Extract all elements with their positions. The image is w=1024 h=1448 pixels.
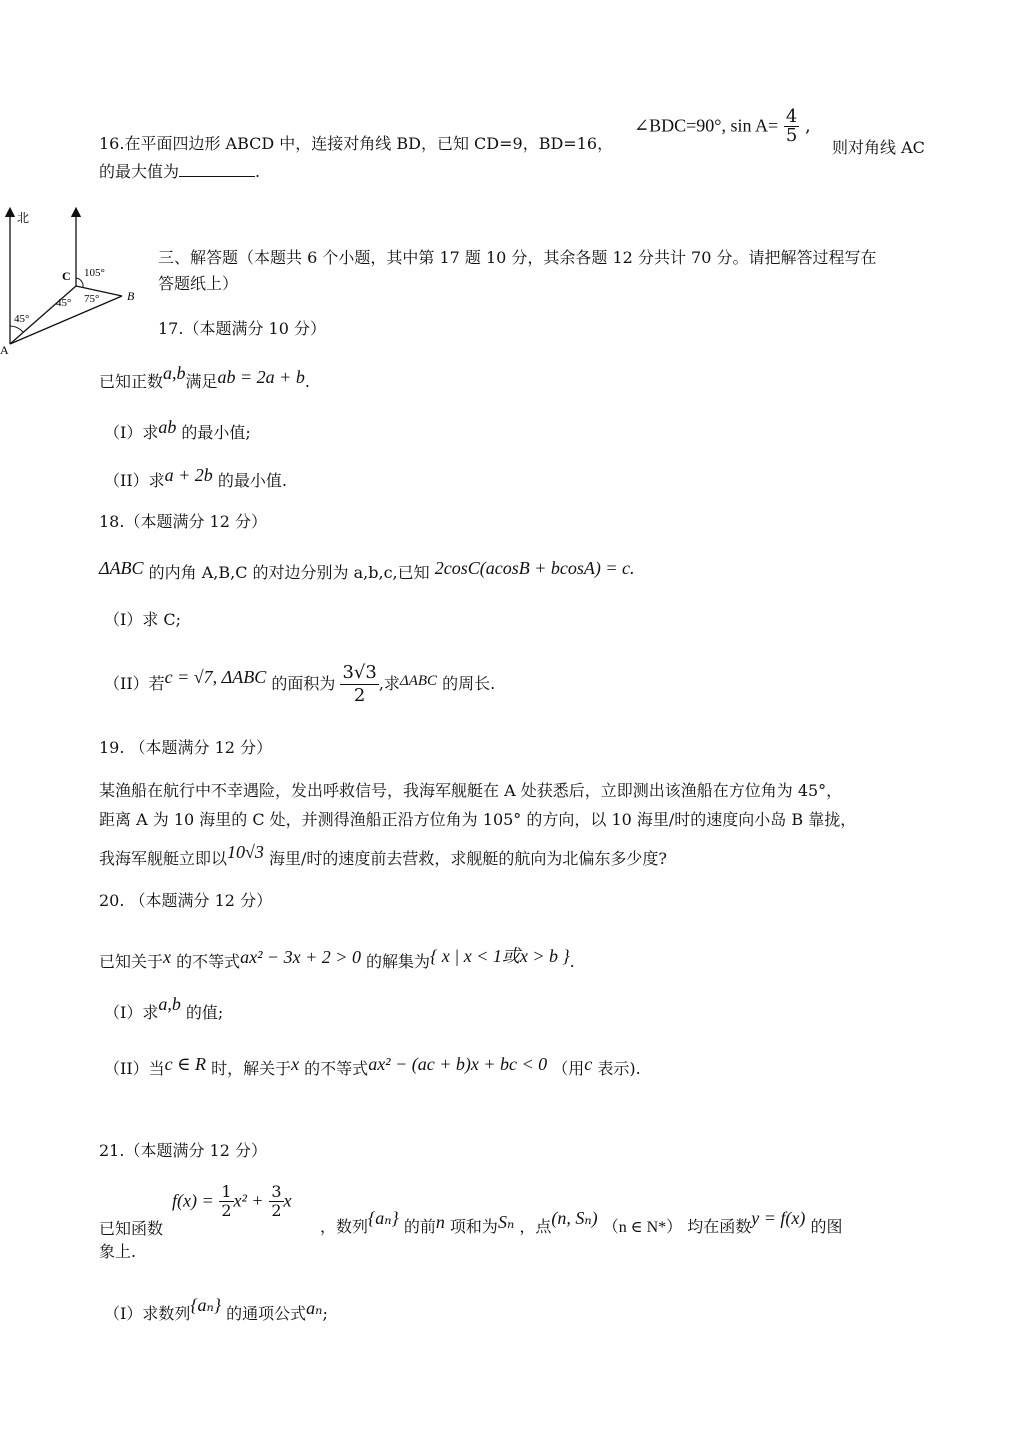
q21-function-def xyxy=(172,1183,292,1220)
q21-stem-rest xyxy=(320,1208,843,1238)
q21-stem-text-g: 的图 xyxy=(810,1217,843,1236)
q16-answer-blank xyxy=(179,162,255,177)
q21-frac-1 xyxy=(219,1183,233,1220)
q16-prefix: 16.在平面四边形 ABCD 中，连接对角线 BD，已知 CD=9，BD=16， xyxy=(99,134,614,153)
q21-p1-end: ; xyxy=(322,1304,328,1323)
q19-line3-math: 10√3 xyxy=(227,842,264,862)
q18-stem-text: 的内角 A,B,C 的对边分别为 a,b,c,已知 xyxy=(148,563,430,582)
north-label: 北 xyxy=(17,211,30,225)
section3-line2: 答题纸上） xyxy=(158,274,239,293)
q20-p2-text-b: 时，解关于 xyxy=(211,1059,292,1078)
angle-45-c: 45° xyxy=(56,297,72,309)
q19-line2: 距离 A 为 10 海里的 C 处，并测得渔船正沿方位角为 105° 的方向，以 10 海里/时的速度向小岛 B 靠拢， xyxy=(99,810,857,829)
q21-stem-text-b: ，数列 xyxy=(320,1217,369,1236)
q18-stem xyxy=(99,558,635,583)
q20-p2-ineq: ax² − (ac + b)x + bc < 0 xyxy=(368,1054,548,1074)
q21-part1 xyxy=(104,1295,328,1324)
q18-frac-den: 2 xyxy=(353,685,366,706)
q17-header: 17.（本题满分 10 分） xyxy=(158,319,326,338)
q18-part2 xyxy=(104,662,495,707)
q21-f-mid: x² + xyxy=(233,1190,264,1211)
q17-part1 xyxy=(104,417,251,443)
label-a: A xyxy=(0,343,9,357)
q20-stem-text-b: 的不等式 xyxy=(176,952,241,971)
q19-line3-text-a: 我海军舰艇立即以 xyxy=(99,849,228,868)
q19-line3-text-b: 海里/时的速度前去营救，求舰艇的航向为北偏东多少度? xyxy=(269,849,667,868)
q20-p2-text-c: 的不等式 xyxy=(304,1059,369,1078)
q21-fx: f(x) = xyxy=(172,1190,214,1211)
q21-frac2-den: 2 xyxy=(271,1201,282,1220)
q16-fraction xyxy=(784,108,799,145)
angle-45-a: 45° xyxy=(14,313,30,325)
q16-comma: , xyxy=(805,115,811,137)
q21-f-end: x xyxy=(283,1190,292,1211)
q20-stem-ineq: ax² − 3x + 2 > 0 xyxy=(240,947,361,967)
q21-yfx: y = f(x) xyxy=(751,1208,806,1228)
label-c: C xyxy=(62,269,71,283)
q21-frac-2 xyxy=(269,1183,283,1220)
q16-frac-den: 5 xyxy=(785,125,798,146)
q20-part1 xyxy=(104,994,224,1023)
q20-p1-text-a: （I）求 xyxy=(104,1003,159,1022)
q17-p2-math: a + 2b xyxy=(164,465,213,485)
q20-p2-math1: c ∈ R xyxy=(164,1054,206,1074)
q21-stem-a: 已知函数 xyxy=(99,1219,164,1238)
q16-line1 xyxy=(99,134,613,154)
q21-point: (n, Sₙ) xyxy=(551,1208,598,1228)
q17-p2-text-a: （II）求 xyxy=(104,471,165,490)
q18-p2-text-a: （II）若 xyxy=(104,674,165,693)
q20-stem-text-a: 已知关于 xyxy=(99,952,164,971)
q17-p1-math: ab xyxy=(158,417,177,437)
q17-stem-text-a: 已知正数 xyxy=(99,372,164,391)
q18-part1: （I）求 C; xyxy=(104,610,182,629)
q18-area-fraction xyxy=(340,662,378,707)
q18-frac-num: 3√3 xyxy=(342,662,377,683)
q21-n: n xyxy=(435,1212,445,1232)
q18-p2-text-b: 的面积为 xyxy=(271,674,336,693)
q17-part2 xyxy=(104,465,287,491)
q21-frac1-num: 1 xyxy=(221,1182,232,1201)
q18-p2-math2: ΔABC xyxy=(399,673,438,689)
section3-line1: 三、解答题（本题共 6 个小题，其中第 17 题 10 分，其余各题 12 分共计 70 分。请把解答过程写在 xyxy=(158,248,877,267)
angle-75: 75° xyxy=(84,293,100,305)
q20-p2-text-a: （II）当 xyxy=(104,1059,165,1078)
q21-frac1-den: 2 xyxy=(221,1201,232,1220)
q20-p2-text-d: （用 xyxy=(552,1059,585,1078)
q16-frac-num: 4 xyxy=(785,106,798,127)
q21-stem-text-c: 的前 xyxy=(403,1217,436,1236)
q18-header: 18.（本题满分 12 分） xyxy=(99,512,267,531)
q20-p2-x: x xyxy=(291,1054,300,1074)
q18-p2-text-d: 的周长. xyxy=(442,674,496,693)
q20-p1-math: a,b xyxy=(158,994,181,1014)
q17-stem-text-b: 满足 xyxy=(185,372,218,391)
q21-stem-text-f: 均在函数 xyxy=(687,1217,752,1236)
q19-line1: 某渔船在航行中不幸遇险，发出呼救信号，我海军舰艇在 A 处获悉后，立即测出该渔船在方位角为 45°， xyxy=(99,781,843,800)
q20-part2 xyxy=(104,1054,641,1079)
q19-header: 19. （本题满分 12 分） xyxy=(99,738,273,757)
q20-stem-x: x xyxy=(163,947,172,967)
q17-p1-text-a: （I）求 xyxy=(104,423,159,442)
q21-p1-text-b: 的通项公式 xyxy=(226,1304,307,1323)
angle-105: 105° xyxy=(84,267,105,279)
navigation-diagram xyxy=(0,204,150,360)
q17-stem-eq: ab = 2a + b xyxy=(217,367,305,387)
q16-line2-end: . xyxy=(255,162,261,181)
q16-line2-text: 的最大值为 xyxy=(99,162,180,181)
q20-stem xyxy=(99,946,575,972)
q18-p2-text-c: ,求 xyxy=(378,674,400,693)
q21-sn: Sₙ xyxy=(497,1212,515,1232)
angle-arc-a xyxy=(10,326,23,332)
q17-stem-end: . xyxy=(304,372,310,391)
q21-line2: 象上. xyxy=(99,1242,137,1261)
q21-condition: （n ∈ N*） xyxy=(602,1219,683,1236)
q16-condition xyxy=(634,108,811,145)
q18-p2-math1: c = √7, ΔABC xyxy=(164,667,267,687)
q18-stem-math1: ΔABC xyxy=(99,558,144,578)
q21-p1-an: aₙ xyxy=(306,1298,323,1318)
q20-p1-text-b: 的值; xyxy=(185,1003,224,1022)
q21-p1-seq: {aₙ} xyxy=(190,1295,222,1315)
q21-p1-text-a: （I）求数列 xyxy=(104,1304,191,1323)
q21-frac2-num: 3 xyxy=(271,1182,282,1201)
q20-stem-set: { x | x < 1或x > b } xyxy=(430,946,570,966)
q16-line2 xyxy=(99,162,260,182)
q21-seq: {aₙ} xyxy=(368,1208,399,1228)
q17-p1-text-b: 的最小值; xyxy=(181,423,251,442)
q17-stem xyxy=(99,363,310,392)
q16-cond-text: ∠BDC=90°, sin A= xyxy=(634,115,779,136)
q21-stem-text-e: ，点 xyxy=(519,1217,552,1236)
q21-stem-text-d: 项和为 xyxy=(449,1217,498,1236)
q17-stem-vars: a,b xyxy=(163,363,186,383)
q20-stem-end: . xyxy=(569,952,575,971)
q17-p2-text-b: 的最小值. xyxy=(217,471,287,490)
q21-header: 21.（本题满分 12 分） xyxy=(99,1141,267,1160)
q20-p2-text-e: 表示). xyxy=(597,1059,641,1078)
q19-line3 xyxy=(99,842,667,869)
label-b: B xyxy=(127,289,135,303)
q20-p2-cvar: c xyxy=(584,1054,593,1074)
q18-stem-math2: 2cosC(acosB + bcosA) = c. xyxy=(434,558,635,578)
q16-suffix: 则对角线 AC xyxy=(832,138,925,157)
q20-header: 20. （本题满分 12 分） xyxy=(99,891,273,910)
q20-stem-text-c: 的解集为 xyxy=(366,952,431,971)
